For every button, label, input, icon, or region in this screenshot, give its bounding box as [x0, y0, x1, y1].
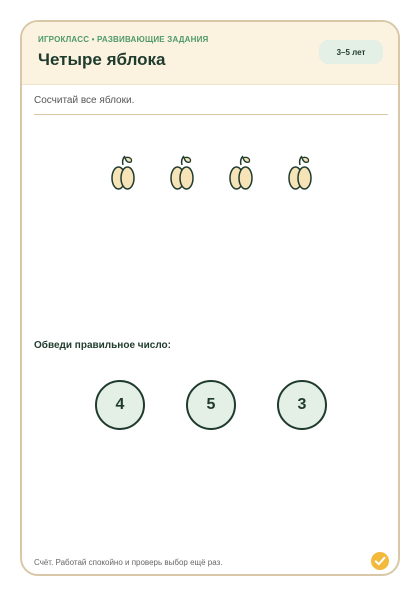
apple-icon — [289, 156, 311, 189]
apple-group — [22, 22, 398, 322]
worksheet-title: Четыре яблока — [38, 50, 166, 69]
worksheet-card — [20, 20, 400, 576]
age-badge: 3–5 лет — [319, 40, 383, 64]
choice-option-3[interactable]: 3 — [277, 380, 327, 430]
apple-icon — [171, 156, 193, 189]
brand-label: ИГРОКЛАСС • РАЗВИВАЮЩИЕ ЗАДАНИЯ — [38, 35, 209, 44]
apple-icon — [230, 156, 252, 189]
check-icon — [371, 552, 389, 570]
choice-option-1[interactable]: 4 — [95, 380, 145, 430]
footer-note: Счёт. Работай спокойно и проверь выбор ещё раз. — [34, 558, 223, 567]
apple-icon — [112, 156, 134, 189]
task-instruction: Сосчитай все яблоки. — [34, 95, 135, 106]
choice-option-2[interactable]: 5 — [186, 380, 236, 430]
choice-question: Обведи правильное число: — [34, 340, 171, 351]
